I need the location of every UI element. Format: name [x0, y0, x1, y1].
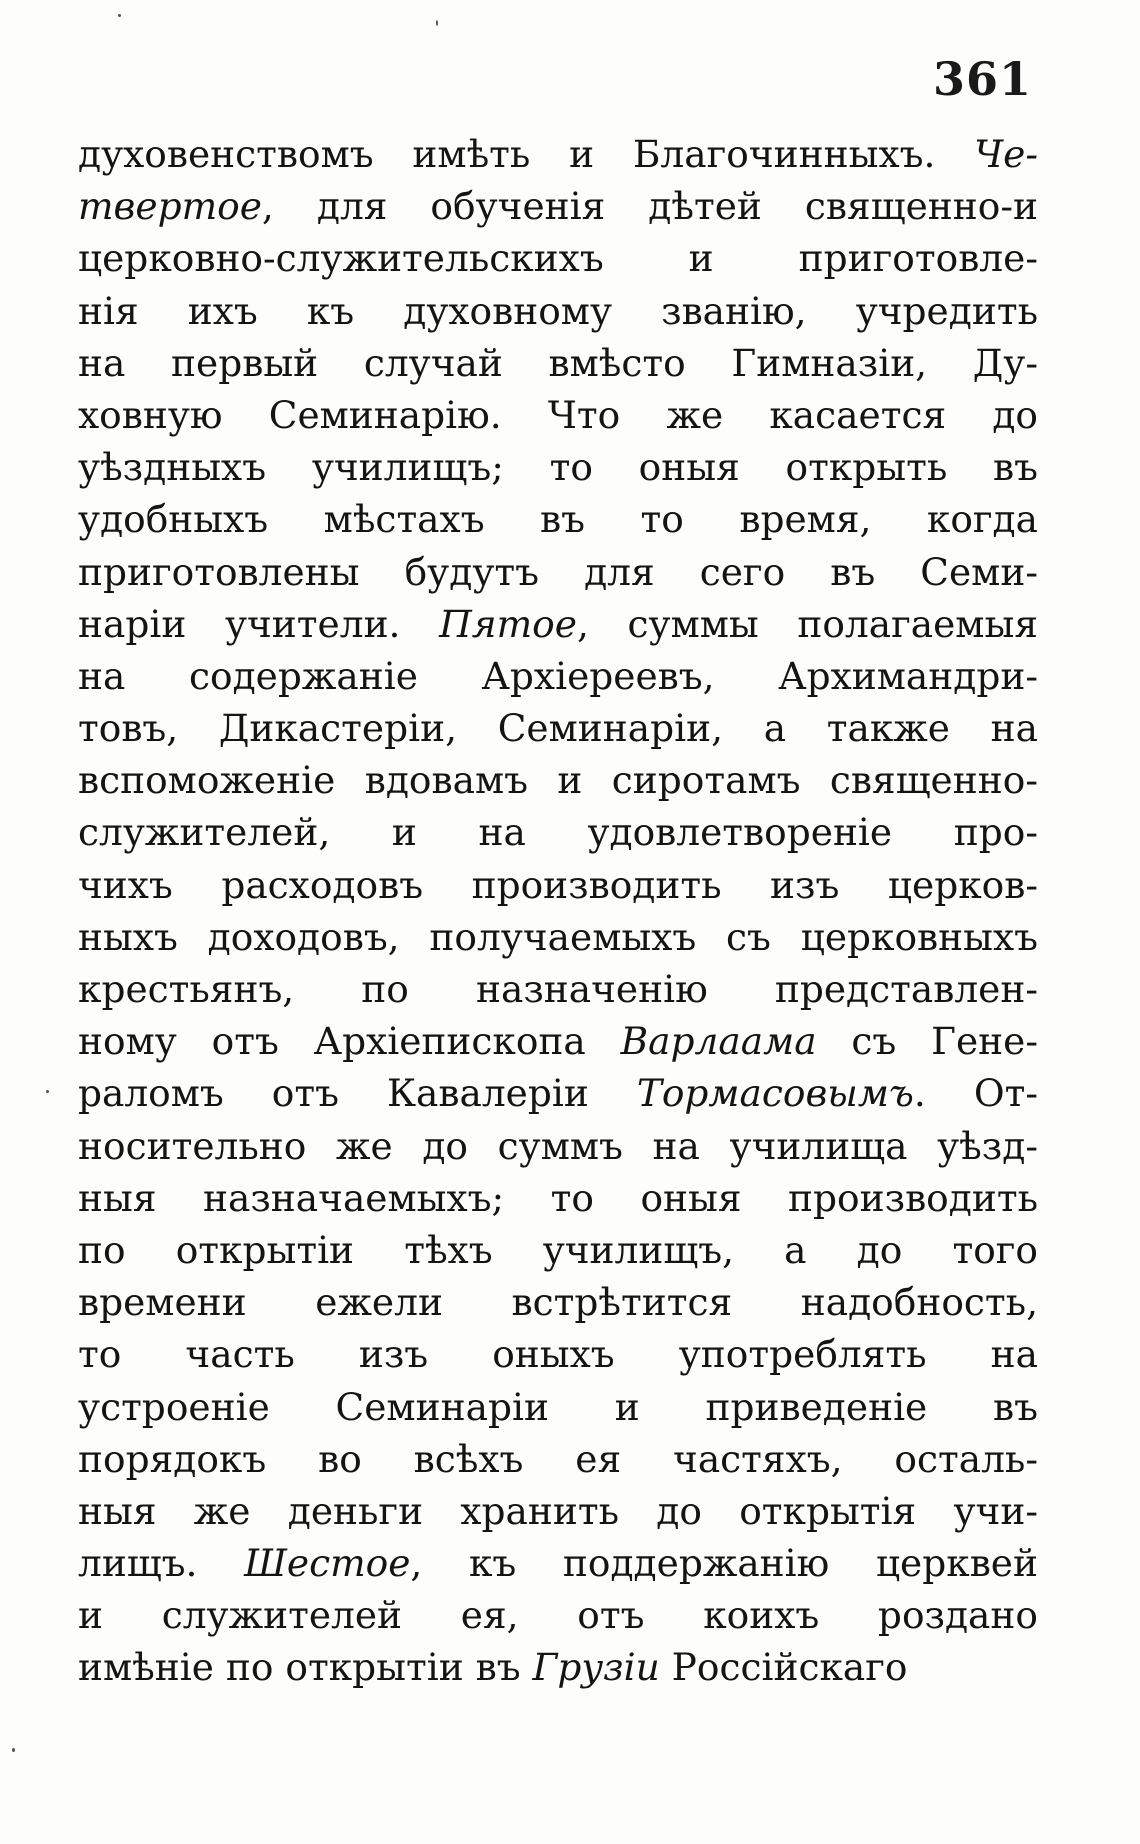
page-number: 361	[932, 52, 1032, 106]
print-speck	[436, 20, 438, 26]
text-line-26: порядокъ во всѣхъ ея частяхъ, осталь-	[78, 1436, 1038, 1481]
body-text	[78, 128, 1038, 1694]
text-line-11: на содержаніе Архіереевъ, Архимандри-	[78, 653, 1038, 698]
text-line-12: товъ, Дикастеріи, Семинаріи, а также на	[78, 706, 1038, 751]
text-line-27: ныя же деньги хранить до открытія учи-	[78, 1488, 1038, 1533]
text-line-22: по открытіи тѣхъ училищъ, а до того	[78, 1227, 1038, 1272]
text-line-18: ному отъ Архіепископа Варлаама съ Гене-	[78, 1019, 1038, 1064]
text-line-29: и служителей ея, отъ коихъ роздано	[78, 1593, 1038, 1638]
text-line-10: наріи учители. Пятое, суммы полагаемыя	[78, 601, 1038, 646]
text-line-7: уѣздныхъ училищъ; то оныя открыть въ	[78, 445, 1038, 490]
text-line-8: удобныхъ мѣстахъ въ то время, когда	[78, 497, 1038, 542]
text-line-4: нія ихъ къ духовному званію, учредить	[78, 288, 1038, 333]
text-line-20: носительно же до суммъ на училища уѣзд-	[78, 1123, 1038, 1168]
text-line-17: крестьянъ, по назначенію представлен-	[78, 967, 1038, 1011]
text-line-2: твертое, для обученія дѣтей священно-и	[78, 184, 1038, 229]
text-line-28: лищъ. Шестое, къ поддержанію церквей	[78, 1541, 1038, 1586]
text-line-24: то часть изъ оныхъ употреблять на	[78, 1332, 1038, 1377]
text-line-13: вспоможеніе вдовамъ и сиротамъ священно-	[78, 758, 1038, 803]
text-line-23: времени ежели встрѣтится надобность,	[78, 1280, 1038, 1325]
text-line-14: служителей, и на удовлетвореніе про-	[78, 810, 1038, 855]
text-line-6: ховную Семинарію. Что же касается до	[78, 392, 1038, 437]
text-line-15: чихъ расходовъ производить изъ церков-	[78, 862, 1038, 907]
text-line-3: церковно-служительскихъ и приготовле-	[78, 236, 1038, 281]
text-line-9: приготовлены будутъ для сего въ Семи-	[78, 549, 1038, 594]
text-line-5: на первый случай вмѣсто Гимназіи, Ду-	[78, 340, 1038, 385]
text-line-16: ныхъ доходовъ, получаемыхъ съ церковныхъ	[78, 914, 1038, 959]
text-line-1: духовенствомъ имѣть и Благочинныхъ. Че-	[78, 132, 1038, 176]
text-line-25: устроеніе Семинаріи и приведеніе въ	[78, 1384, 1038, 1429]
text-line-21: ныя назначаемыхъ; то оныя производить	[78, 1175, 1038, 1220]
text-line-30: имѣніе по открытіи въ Грузіи Россійскаго	[78, 1645, 908, 1690]
print-speck	[12, 1748, 15, 1752]
print-speck	[46, 1090, 49, 1093]
text-line-19: раломъ отъ Кавалеріи Тормасовымъ. От-	[78, 1071, 1038, 1116]
print-speck	[118, 14, 121, 17]
